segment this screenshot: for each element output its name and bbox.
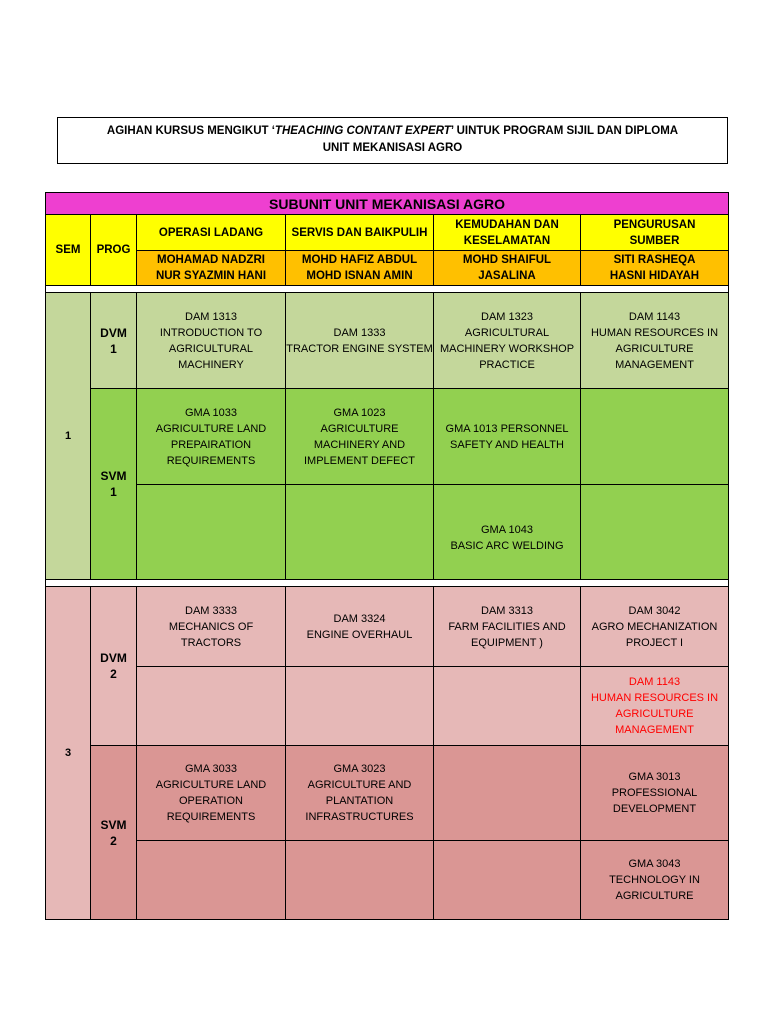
expert-names-pengurusan: SITI RASHEQA HASNI HIDAYAH xyxy=(580,250,729,286)
course-cell: DAM 3333 MECHANICS OF TRACTORS xyxy=(136,586,286,667)
course-cell: DAM 3324 ENGINE OVERHAUL xyxy=(285,586,434,667)
course-cell: GMA 3043 TECHNOLOGY IN AGRICULTURE xyxy=(580,840,729,920)
course-cell: DAM 1313 INTRODUCTION TO AGRICULTURAL MACHINERY xyxy=(136,292,286,389)
course-cell xyxy=(433,666,581,746)
course-cell: DAM 1143 HUMAN RESOURCES IN AGRICULTURE MANAGEMENT xyxy=(580,292,729,389)
subunit-header-kemudahan: KEMUDAHAN DAN KESELAMATAN xyxy=(433,214,581,251)
title-line-1: AGIHAN KURSUS MENGIKUT ‘THEACHING CONTANT EXPERT’ UINTUK PROGRAM SIJIL DAN DIPLOMA xyxy=(106,125,679,137)
course-cell-highlighted: DAM 1143 HUMAN RESOURCES IN AGRICULTURE MANAGEMENT xyxy=(580,666,729,746)
course-cell xyxy=(580,484,729,580)
course-cell xyxy=(433,745,581,841)
course-cell: GMA 1033 AGRICULTURE LAND PREPAIRATION REQUIREMENTS xyxy=(136,388,286,485)
sem-1-cell: 1 xyxy=(45,292,91,580)
course-cell xyxy=(285,484,434,580)
course-cell xyxy=(136,484,286,580)
document-title xyxy=(57,117,728,164)
sem-column-header: SEM xyxy=(45,214,91,286)
course-cell: DAM 3313 FARM FACILITIES AND EQUIPMENT ) xyxy=(433,586,581,667)
expert-names-servis: MOHD HAFIZ ABDUL MOHD ISNAN AMIN xyxy=(285,250,434,286)
prog-dvm2-cell: DVM 2 xyxy=(90,586,137,746)
course-cell: GMA 1043 BASIC ARC WELDING xyxy=(433,484,581,580)
course-cell: DAM 1333 TRACTOR ENGINE SYSTEM xyxy=(285,292,434,389)
course-cell xyxy=(580,388,729,485)
course-cell: GMA 3033 AGRICULTURE LAND OPERATION REQUIREMENTS xyxy=(136,745,286,841)
title-line-2: UNIT MEKANISASI AGRO xyxy=(322,142,463,154)
prog-dvm1-cell: DVM 1 xyxy=(90,292,137,389)
course-cell xyxy=(136,666,286,746)
prog-svm1-cell: SVM 1 xyxy=(90,388,137,580)
prog-column-header: PROG xyxy=(90,214,137,286)
course-cell xyxy=(285,666,434,746)
course-cell: GMA 1013 PERSONNEL SAFETY AND HEALTH xyxy=(433,388,581,485)
course-cell xyxy=(285,840,434,920)
subunit-header-servis: SERVIS DAN BAIKPULIH xyxy=(285,214,434,251)
course-cell: DAM 1323 AGRICULTURAL MACHINERY WORKSHOP PRACTICE xyxy=(433,292,581,389)
course-cell xyxy=(433,840,581,920)
expert-names-kemudahan: MOHD SHAIFUL JASALINA xyxy=(433,250,581,286)
subunit-header-pengurusan: PENGURUSAN SUMBER xyxy=(580,214,729,251)
expert-names-operasi: MOHAMAD NADZRI NUR SYAZMIN HANI xyxy=(136,250,286,286)
course-cell: GMA 3013 PROFESSIONAL DEVELOPMENT xyxy=(580,745,729,841)
course-cell: GMA 3023 AGRICULTURE AND PLANTATION INFRASTRUCTURES xyxy=(285,745,434,841)
subunit-header-operasi: OPERASI LADANG xyxy=(136,214,286,251)
course-cell xyxy=(136,840,286,920)
subunit-banner: SUBUNIT UNIT MEKANISASI AGRO xyxy=(45,192,729,215)
sem-3-cell: 3 xyxy=(45,586,91,920)
course-cell: DAM 3042 AGRO MECHANIZATION PROJECT I xyxy=(580,586,729,667)
course-cell: GMA 1023 AGRICULTURE MACHINERY AND IMPLEMENT DEFECT xyxy=(285,388,434,485)
prog-svm2-cell: SVM 2 xyxy=(90,745,137,920)
